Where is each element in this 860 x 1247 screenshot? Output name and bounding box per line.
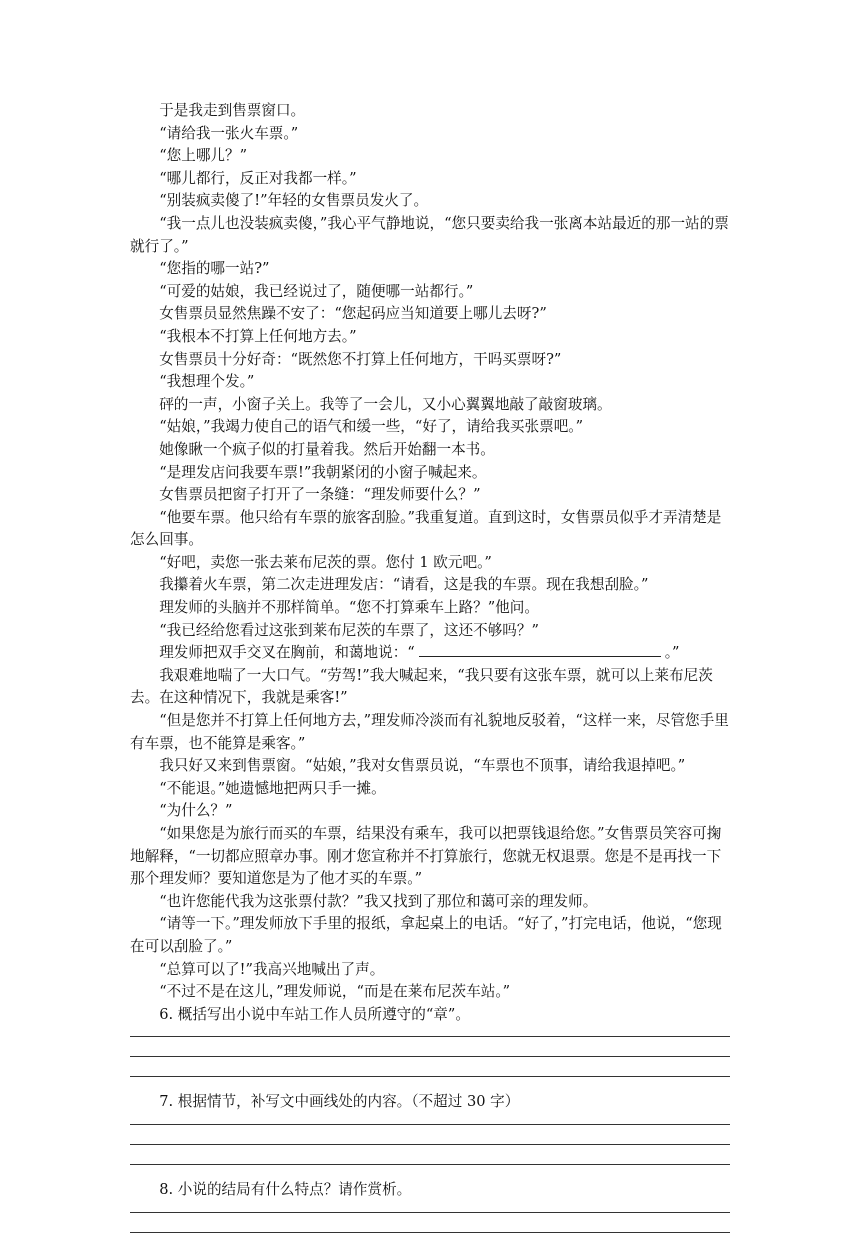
- story-paragraph: “但是您并不打算上任何地方去，”理发师冷淡而有礼貌地反驳着，“这样一来，尽管您手里有车票，也不能算是乘客。”: [130, 712, 729, 752]
- story-paragraph: 她像瞅一个疯子似的打量着我。然后开始翻一本书。: [159, 440, 495, 458]
- answer-blank[interactable]: [419, 642, 661, 657]
- story-paragraph: “可爱的姑娘，我已经说过了，随便哪一站都行。”: [159, 282, 474, 300]
- story-paragraph: 我只好又来到售票窗。“姑娘，”我对女售票员说，“车票也不顶事，请给我退掉吧。”: [159, 757, 686, 775]
- story-paragraph: “姑娘，”我竭力使自己的语气和缓一些，“好了，请给我买张票吧。”: [159, 418, 584, 436]
- story-paragraph: “也许您能代我为这张票付款？”我又找到了那位和蔼可亲的理发师。: [159, 892, 598, 910]
- answer-line[interactable]: [130, 1144, 730, 1145]
- story-paragraph: “您指的哪一站?”: [159, 260, 270, 278]
- answer-lines-q6[interactable]: [130, 1036, 730, 1077]
- answer-line[interactable]: [130, 1056, 730, 1057]
- story-paragraph: “为什么？”: [159, 802, 233, 820]
- story-paragraph: 女售票员十分好奇：“既然您不打算上任何地方，干吗买票呀?”: [159, 350, 562, 368]
- story-paragraph: “哪儿都行，反正对我都一样。”: [159, 169, 357, 187]
- answer-lines-q7[interactable]: [130, 1124, 730, 1165]
- answer-line[interactable]: [130, 1164, 730, 1165]
- story-paragraph: “我想理个发。”: [159, 373, 255, 391]
- story-paragraph: 于是我走到售票窗口。: [159, 102, 306, 119]
- answer-line[interactable]: [130, 1036, 730, 1037]
- reading-passage: [130, 100, 730, 1247]
- answer-line[interactable]: [130, 1232, 730, 1233]
- answer-line[interactable]: [130, 1212, 730, 1213]
- fill-in-blank-paragraph: [130, 642, 730, 665]
- story-paragraph: 我艰难地喘了一大口气。“劳驾!”我大喊起来，“我只要有这张车票，就可以上莱布尼茨去。在这种情况下，我就是乘客!”: [130, 666, 713, 707]
- story-paragraph: “好吧，卖您一张去莱布尼茨的票。您付 1 欧元吧。”: [159, 553, 492, 571]
- story-paragraph: “我一点儿也没装疯卖傻，”我心平气静地说，“您只要卖给我一张离本站最近的那一站的票就行了。”: [130, 214, 729, 255]
- story-paragraph: “请等一下。”理发师放下手里的报纸，拿起桌上的电话。“好了，”打完电话，他说，“您现在可以刮脸了。”: [130, 915, 722, 955]
- answer-lines-q8[interactable]: [130, 1212, 730, 1233]
- question-8: 8. 小说的结局有什么特点？请作赏析。: [159, 1180, 412, 1198]
- story-paragraph: 女售票员显然焦躁不安了：“您起码应当知道要上哪儿去呀?”: [159, 305, 547, 323]
- story-paragraph: 理发师的头脑并不那样简单。“您不打算乘车上路？”他问。: [159, 599, 539, 617]
- story-paragraph: “他要车票。他只给有车票的旅客刮脸。”我重复道。直到这时，女售票员似乎才弄清楚是怎么回事。: [130, 508, 722, 549]
- story-paragraph: “我根本不打算上任何地方去。”: [159, 327, 357, 345]
- story-paragraph: “总算可以了!”我高兴地喊出了声。: [159, 960, 385, 978]
- story-paragraph: 女售票员把窗子打开了一条缝：“理发师要什么？”: [159, 486, 481, 504]
- story-paragraph: “不过不是在这儿，”理发师说，“而是在莱布尼茨车站。”: [159, 983, 511, 1001]
- question-6: 6. 概括写出小说中车站工作人员所遵守的“章”。: [159, 1005, 470, 1023]
- blank-line-prefix: 理发师把双手交叉在胸前，和蔼地说：“: [159, 644, 415, 662]
- blank-line-suffix: 。”: [664, 644, 680, 662]
- answer-line[interactable]: [130, 1076, 730, 1077]
- story-paragraph: “是理发店问我要车票!”我朝紧闭的小窗子喊起来。: [159, 463, 487, 481]
- story-paragraph: “您上哪儿？”: [159, 147, 248, 165]
- question-7: 7. 根据情节，补写文中画线处的内容。（不超过 30 字）: [159, 1093, 520, 1111]
- story-paragraph: “别装疯卖傻了!”年轻的女售票员发火了。: [159, 192, 429, 210]
- story-paragraph: “我已经给您看过这张到莱布尼茨的车票了，这还不够吗？”: [159, 621, 539, 639]
- story-paragraph: 我攥着火车票，第二次走进理发店：“请看，这是我的车票。现在我想刮脸。”: [159, 576, 649, 594]
- story-paragraph: “请给我一张火车票。”: [159, 124, 299, 142]
- story-paragraph: 砰的一声，小窗子关上。我等了一会儿，又小心翼翼地敲了敲窗玻璃。: [159, 395, 612, 413]
- story-paragraph: “如果您是为旅行而买的车票，结果没有乘车，我可以把票钱退给您。”女售票员笑容可掬地解释，“一切都应照章办事。刚才您宣称并不打算旅行，您就无权退票。您是不是再找一下那个理发师？要知道您是为了他才买的车票。”: [130, 825, 722, 888]
- answer-line[interactable]: [130, 1124, 730, 1125]
- story-paragraph: “不能退。”她遗憾地把两只手一摊。: [159, 779, 386, 797]
